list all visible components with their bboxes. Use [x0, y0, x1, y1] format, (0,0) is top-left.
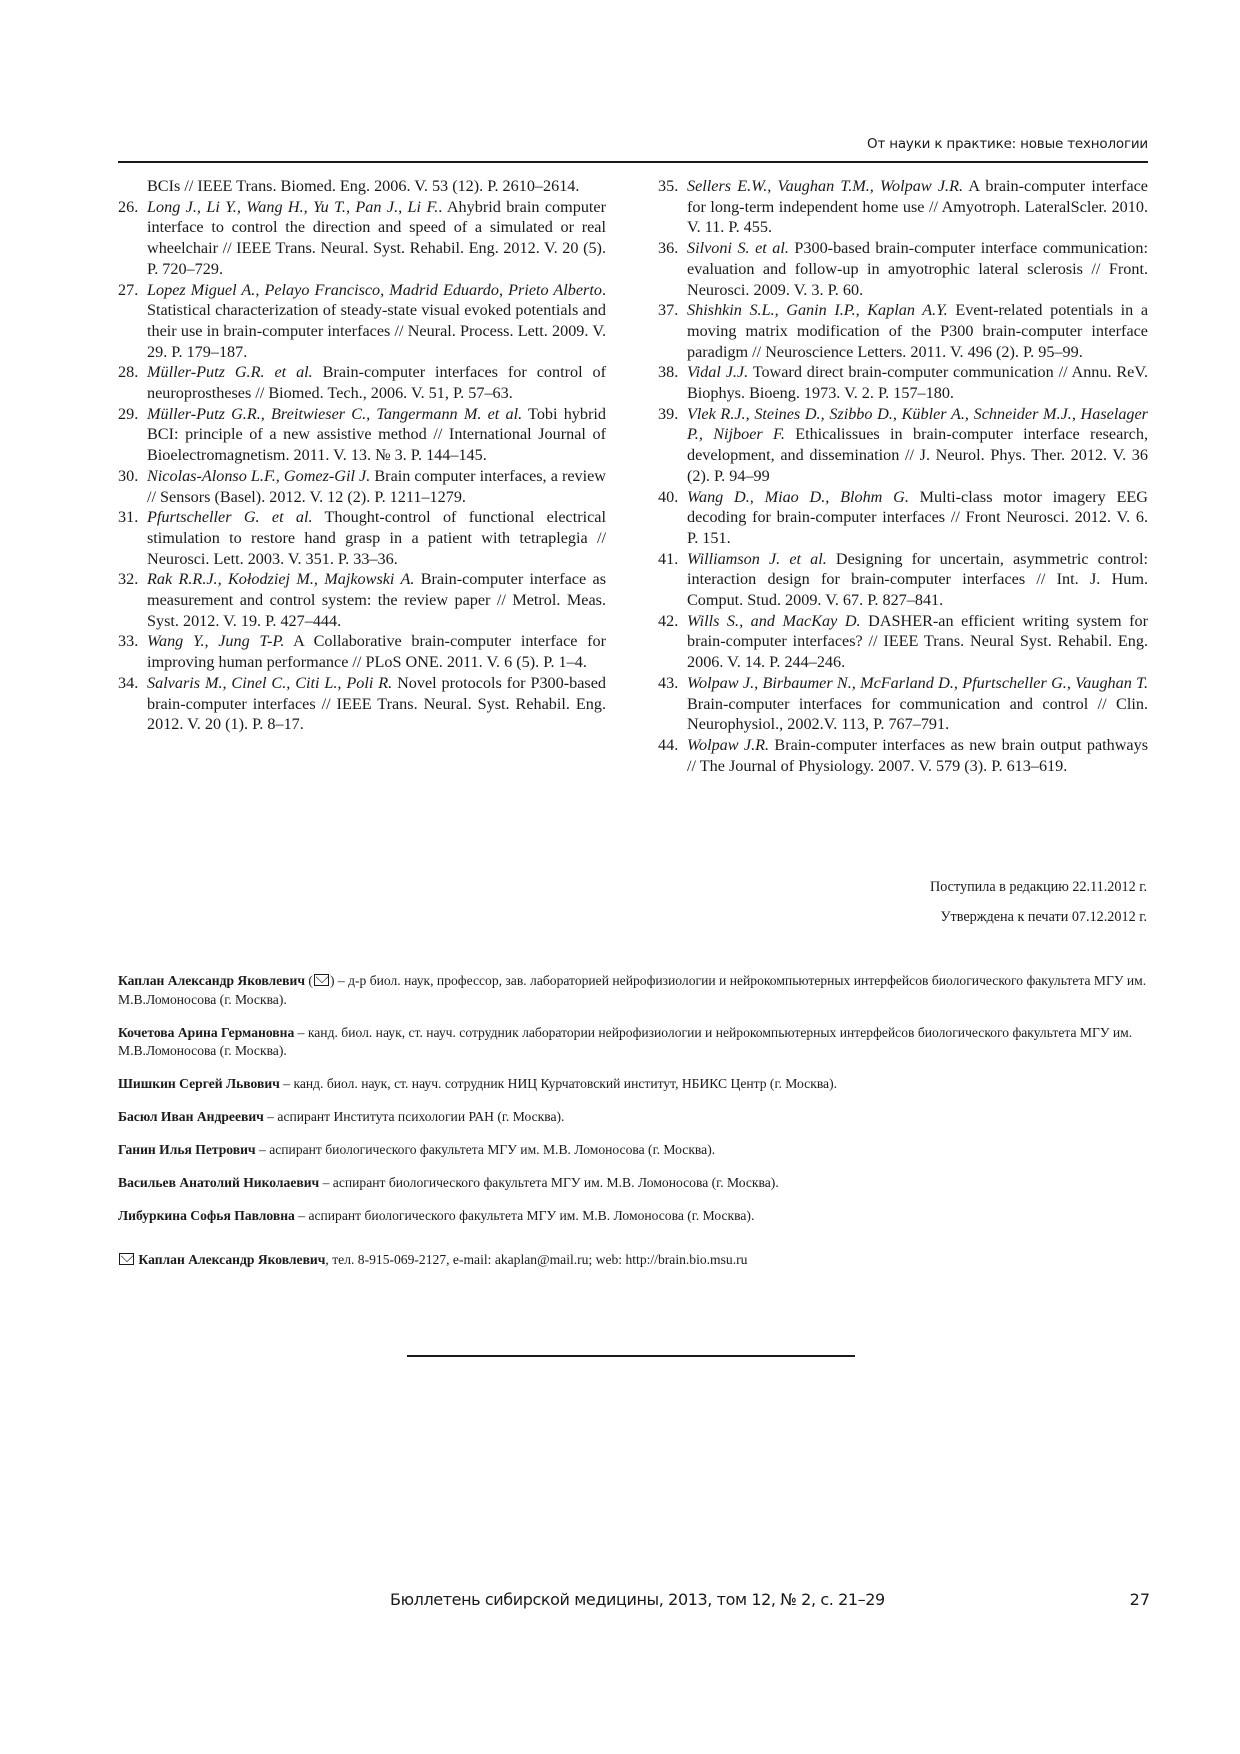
reference-text: . Statistical characterization of steady-state visual evoked potentials and their use in brain-computer interfaces // Neural. Process. Lett. 2009. V. 29. P. 179–187.	[147, 280, 606, 361]
author-description: – д-р биол. наук, профессор, зав. лабораторией нейрофизиологии и нейрокомпьютерных интерфейсов биологического факультета МГУ им. М.В.Ломоносова (г. Москва).	[118, 973, 1147, 1007]
author-entry	[118, 1075, 1148, 1094]
reference-item	[118, 280, 606, 363]
reference-number: 32.	[118, 570, 139, 589]
received-date: Поступила в редакцию 22.11.2012 г.	[929, 879, 1147, 895]
contact-name: Каплан Александр Яковлевич	[138, 1252, 326, 1267]
journal-citation: Бюллетень сибирской медицины, 2013, том 12, № 2, с. 21–29	[390, 1590, 885, 1609]
reference-number: 30.	[118, 466, 139, 485]
reference-item	[118, 404, 606, 466]
reference-number: 28.	[118, 363, 139, 382]
reference-authors: Shishkin S.L., Ganin I.P., Kaplan A.Y.	[687, 301, 948, 320]
reference-text: P300-based brain-computer interface communication: evaluation and follow-up in amyotrophic lateral sclerosis // Front. Neurosci. 2009. V. 3. P. 60.	[687, 239, 1148, 299]
reference-authors: Müller-Putz G.R., Breitwieser C., Tangermann M. et al.	[147, 404, 523, 423]
author-name: Ганин Илья Петрович	[118, 1142, 256, 1157]
author-info	[118, 972, 1148, 1240]
dates-block	[930, 872, 1147, 932]
approved-date: Утверждена к печати 07.12.2012 г.	[940, 909, 1147, 925]
reference-text: Brain-computer interfaces for control of neuroprostheses // Biomed. Tech., 2006. V. 51, P. 57–63.	[147, 363, 606, 403]
header-rule	[118, 161, 1148, 163]
closing-rule	[407, 1355, 855, 1357]
author-description: – аспирант биологического факультета МГУ им. М.В. Ломоносова (г. Москва).	[294, 1208, 755, 1223]
author-entry	[118, 1108, 1148, 1127]
reference-text: A brain-computer interface for long-term independent home use // Amyotroph. LateralScler. 2010. V. 11. P. 455.	[687, 177, 1148, 237]
author-name: Басюл Иван Андреевич	[118, 1109, 264, 1124]
author-entry	[118, 1024, 1148, 1061]
reference-authors: Wolpaw J., Birbaumer N., McFarland D., Pfurtscheller G., Vaughan T.	[687, 673, 1148, 692]
running-header: От науки к практике: новые технологии	[867, 136, 1148, 152]
reference-item	[118, 362, 606, 403]
reference-text: Brain-computer interfaces for communication and control // Clin. Neurophysiol., 2002.V. 113, P. 767–791.	[687, 694, 1148, 734]
reference-item	[118, 507, 606, 569]
reference-text: BCIs // IEEE Trans. Biomed. Eng. 2006. V. 53 (12). P. 2610–2614.	[147, 177, 580, 195]
author-name: Либуркина Софья Павловна	[118, 1208, 295, 1223]
reference-number: 41.	[658, 549, 679, 568]
reference-item	[658, 487, 1148, 549]
author-description: – аспирант Института психологии РАН (г. Москва).	[263, 1109, 565, 1124]
author-entry: Каплан Александр Яковлевич ( ) – д-р биол. наук, профессор, зав. лабораторией нейрофизиологии и нейрокомпьютерных интерфейсов биологического факультета МГУ им. М.В.Ломоносова (г. Москва).	[118, 973, 1147, 1007]
reference-authors: Wang D., Miao D., Blohm G.	[687, 487, 909, 506]
reference-number: 42.	[658, 611, 679, 630]
references-left-column	[118, 176, 606, 735]
reference-authors: Wang Y., Jung T-P.	[147, 632, 285, 651]
author-entry	[118, 1207, 1148, 1226]
reference-text: Multi-class motor imagery EEG decoding for brain-computer interfaces // Front Neurosci. 2012. V. 6. P. 151.	[687, 487, 1148, 547]
reference-authors: Rak R.R.J., Kołodziej M., Majkowski A.	[147, 570, 415, 589]
reference-text: Ethicalissues in brain-computer interface research, development, and dissemination // J. Neurol. Phys. Ther. 2012. V. 36 (2). P. 94–99	[687, 425, 1148, 485]
reference-number: 26.	[118, 197, 139, 216]
reference-item	[658, 404, 1148, 487]
reference-number: 38.	[658, 363, 679, 382]
reference-authors: Williamson J. et al.	[687, 549, 827, 568]
reference-number: 34.	[118, 673, 139, 692]
author-name: Шишкин Сергей Львович	[118, 1076, 280, 1091]
reference-item	[658, 300, 1148, 362]
reference-text: Brain-computer interfaces as new brain output pathways // The Journal of Physiology. 2007. V. 579 (3). P. 613–619.	[687, 735, 1148, 775]
reference-number: 29.	[118, 404, 139, 423]
envelope-icon	[119, 1253, 134, 1265]
reference-item	[658, 362, 1148, 403]
reference-authors: Wolpaw J.R.	[687, 735, 770, 754]
reference-number: 43.	[658, 673, 679, 692]
reference-authors: Salvaris M., Cinel C., Citi L., Poli R.	[147, 673, 393, 692]
author-entry	[118, 1174, 1148, 1193]
reference-authors: Silvoni S. et al.	[687, 239, 789, 258]
reference-text: . Ahybrid brain computer interface to control the direction and speed of a simulated or real wheelchair // IEEE Trans. Neural. Syst. Rehabil. Eng. 2012. V. 20 (5). P. 720–729.	[147, 197, 606, 278]
reference-number: 33.	[118, 632, 139, 651]
author-description: – канд. биол. наук, ст. науч. сотрудник лаборатории нейрофизиологии и нейрокомпьютерных интерфейсов биологического факультета МГУ им. М.В.Ломоносова (г. Москва).	[118, 1024, 1133, 1058]
reference-item	[658, 673, 1148, 735]
reference-number: 44.	[658, 735, 679, 754]
reference-authors: Wills S., and MacKay D.	[687, 611, 861, 630]
reference-authors: Vlek R.J., Steines D., Szibbo D., Kübler A., Schneider M.J., Haselager P., Nijboer F.	[687, 404, 1148, 444]
reference-number: 27.	[118, 280, 139, 299]
reference-item	[658, 735, 1148, 776]
page-number: 27	[1129, 1590, 1150, 1609]
author-description: – аспирант биологического факультета МГУ им. М.В. Ломоносова (г. Москва).	[255, 1142, 716, 1157]
reference-text: Event-related potentials in a moving matrix modification of the P300 brain-computer interface paradigm // Neuroscience Letters. 2011. V. 496 (2). P. 95–99.	[687, 301, 1149, 361]
reference-number: 31.	[118, 508, 139, 527]
reference-text: Novel protocols for P300-based brain-computer interfaces // IEEE Trans. Neural. Syst. Rehabil. Eng. 2012. V. 20 (1). P. 8–17.	[147, 673, 606, 734]
reference-text: Brain computer interfaces, a review // Sensors (Basel). 2012. V. 12 (2). P. 1211–1279.	[147, 466, 607, 506]
reference-authors: Nicolas-Alonso L.F., Gomez-Gil J.	[147, 466, 371, 485]
reference-item	[658, 238, 1148, 300]
reference-item	[118, 631, 606, 672]
contact-line	[118, 1252, 747, 1268]
reference-text: A Collaborative brain-computer interface for improving human performance // PLoS ONE. 2011. V. 6 (5). P. 1–4.	[147, 632, 606, 672]
reference-item	[118, 673, 606, 735]
reference-item	[118, 569, 606, 631]
author-entry	[118, 1141, 1148, 1160]
contact-details: , тел. 8-915-069-2127, e-mail: akaplan@mail.ru; web: http://brain.bio.msu.ru	[325, 1252, 748, 1267]
reference-text: Tobi hybrid BCI: principle of a new assistive method // International Journal of Bioelectromagnetism. 2011. V. 13. № 3. P. 144–145.	[147, 404, 606, 465]
author-name: Васильев Анатолий Николаевич	[118, 1175, 320, 1190]
reference-item	[118, 197, 606, 280]
reference-text: Toward direct brain-computer communication // Annu. ReV. Biophys. Bioeng. 1973. V. 2. P. 157–180.	[687, 363, 1148, 403]
reference-text: Thought-control of functional electrical stimulation to restore hand grasp in a patient with tetraplegia // Neurosci. Lett. 2003. V. 351. P. 33–36.	[147, 508, 606, 568]
reference-item	[118, 466, 606, 507]
reference-item	[658, 611, 1148, 673]
reference-number: 39.	[658, 404, 679, 423]
reference-text: Brain-computer interface as measurement and control system: the review paper // Metrol. Meas. Syst. 2012. V. 19. P. 427–444.	[147, 570, 606, 630]
envelope-icon	[314, 974, 329, 986]
author-name: Каплан Александр Яковлевич	[118, 973, 306, 988]
author-name: Кочетова Арина Германовна	[118, 1024, 295, 1040]
reference-number: 35.	[658, 177, 679, 195]
reference-number: 40.	[658, 487, 679, 506]
reference-authors: Lopez Miguel A., Pelayo Francisco, Madrid Eduardo, Prieto Alberto	[147, 280, 602, 299]
reference-number: 37.	[658, 301, 679, 320]
reference-authors: Sellers E.W., Vaughan T.M., Wolpaw J.R.	[687, 177, 964, 195]
reference-item	[658, 176, 1148, 238]
reference-number: 36.	[658, 239, 679, 258]
references-right-column	[658, 176, 1148, 776]
reference-authors: Long J., Li Y., Wang H., Yu T., Pan J., Li F.	[147, 197, 439, 216]
reference-item	[658, 549, 1148, 611]
reference-authors: Müller-Putz G.R. et al.	[147, 363, 313, 382]
reference-item	[118, 176, 606, 197]
reference-text: Designing for uncertain, asymmetric control: interaction design for brain-computer interfaces // Int. J. Hum. Comput. Stud. 2009. V. 67. P. 827–841.	[687, 549, 1148, 610]
author-description: – аспирант биологического факультета МГУ им. М.В. Ломоносова (г. Москва).	[319, 1175, 779, 1190]
reference-text: DASHER-an efficient writing system for brain-computer interfaces? // IEEE Trans. Neural Syst. Rehabil. Eng. 2006. V. 14. P. 244–246.	[687, 611, 1148, 672]
reference-authors: Vidal J.J.	[687, 363, 749, 382]
author-description: – канд. биол. наук, ст. науч. сотрудник НИЦ Курчатовский институт, НБИКС Центр (г. Москва).	[279, 1076, 838, 1091]
reference-authors: Pfurtscheller G. et al.	[147, 508, 313, 527]
